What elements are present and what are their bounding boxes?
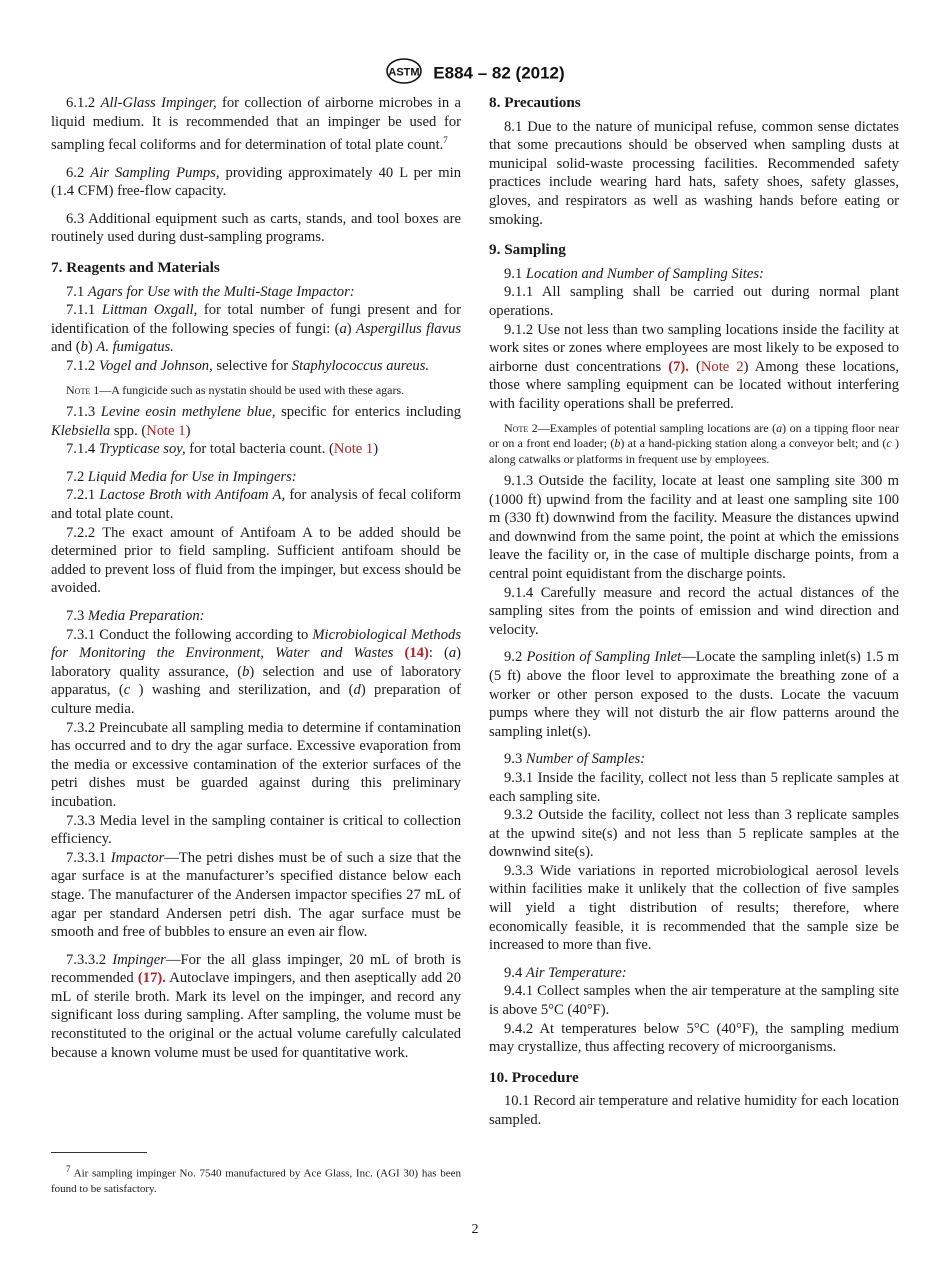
footnote-divider	[51, 1152, 147, 1153]
para-10-1: 10.1 Record air temperature and relative humidity for each location sampled.	[489, 1093, 899, 1128]
svg-text:ASTM: ASTM	[388, 66, 420, 79]
para-9-3-3: 9.3.3 Wide variations in reported microbiological aerosol levels within facilities make it unlikely that the collection of five samples will yield a tight distribution of results; therefore, where economically feasible, it is recommended that the sample size be increased to more than five.	[489, 862, 899, 954]
reference-17-link[interactable]: (17).	[137, 970, 166, 987]
para-9-4-1: 9.4.1 Collect samples when the air temperature at the sampling site is above 5°C (40°F).	[489, 983, 899, 1019]
para-6-1-2: 6.1.2 All-Glass Impinger, for collection of airborne microbes in a liquid medium. It is recommended that an impinger be used for sampling fecal coliforms and for determination of total plate count.$^7$	[51, 95, 462, 154]
reference-14-link[interactable]: (14)	[404, 645, 429, 662]
footnote-7: $^7$ Air sampling impinger No. 7540 manufactured by Ace Glass, Inc. (AGI 30) has been found to be satisfactory.	[51, 1164, 461, 1195]
note-2-link[interactable]: Note 2	[700, 358, 744, 375]
para-9-4-2: 9.4.2 At temperatures below 5°C (40°F), the sampling medium may crystallize, thus affecting recovery of microorganisms.	[489, 1020, 899, 1056]
document-designation: E884 – 82 (2012)	[433, 63, 565, 83]
para-7-1-2: 7.1.2 Vogel and Johnson, selective for Staphylococcus aureus.	[66, 357, 430, 374]
para-7-1-4: 7.1.4 Trypticase soy, for total bacteria count. (Note 1)	[66, 441, 379, 458]
section-7-heading: 7. Reagents and Materials	[51, 259, 220, 277]
para-7-1: 7.1 Agars for Use with the Multi-Stage Impactor:	[66, 283, 355, 300]
para-9-1-2: 9.1.2 Use not less than two sampling locations inside the facility at work sites or zones where employees are most likely to be exposed to airborne dust concentrations (7). (Note 2) Among these locations, those where sampling equipment can be located without interfering with facility operations shall be preferred.	[489, 321, 899, 412]
para-9-3: 9.3 Number of Samples:	[504, 751, 646, 768]
note-1: Note 1—A fungicide such as nystatin should be used with these agars.	[66, 382, 405, 397]
para-7-3-3-1: 7.3.3.1 Impactor—The petri dishes must be of such a size that the agar surface is at the manufacturer’s specified distance below each stage. The manufacturer of the Andersen impactor specifies 27 mL of agar per standard Andersen petri dish. The agar surface must be smooth and free of bubbles to ensure an even air flow.	[51, 849, 462, 941]
para-8-1: 8.1 Due to the nature of municipal refuse, common sense dictates that some precautions should be observed when sampling dusts at municipal solid-waste processing facilities. Recommended safety practices include wearing hard hats, safety shoes, safety glasses, gloves, and respirators as well as washing hands before eating or smoking.	[489, 118, 899, 228]
section-8-heading: 8. Precautions	[489, 94, 581, 111]
para-9-2: 9.2 Position of Sampling Inlet—Locate the sampling inlet(s) 1.5 m (5 ft) above the floor level to approximate the breathing zone of a worker or other person exposed to the dusts. Locate the vacuum pumps where they will not disturb the air flow patterns around the sampling inlet(s).	[489, 649, 899, 740]
astm-logo-icon	[385, 57, 423, 90]
right-column	[489, 94, 899, 1130]
para-7-3: 7.3 Media Preparation:	[66, 608, 205, 625]
note-1-link[interactable]: Note 1	[146, 422, 186, 439]
para-7-3-3-2: 7.3.3.2 Impinger—For the all glass impinger, 20 mL of broth is recommended (17). Autoclave impingers, and then aseptically add 20 mL of sterile broth. Mark its level on the impinger, and record any significant loss during sampling. After sampling, the volume must be reconstituted to the original or the actual volume carefully calculated because a known volume must be used for quantitative work.	[51, 951, 462, 1061]
para-9-3-1: 9.3.1 Inside the facility, collect not less than 5 replicate samples at each sampling site.	[489, 769, 899, 805]
left-column	[51, 94, 461, 1062]
para-9-3-2: 9.3.2 Outside the facility, collect not less than 3 replicate samples at the upwind site(s) and not less than 5 replicate samples at the downwind site(s).	[489, 807, 899, 861]
section-10-heading: 10. Procedure	[489, 1068, 579, 1086]
para-9-1-4: 9.1.4 Carefully measure and record the actual distances of the sampling sites from the points of emission and wind direction and velocity.	[489, 584, 899, 638]
para-7-2-1: 7.2.1 Lactose Broth with Antifoam A, for analysis of fecal coliform and total plate count.	[51, 487, 461, 523]
para-7-2-2: 7.2.2 The exact amount of Antifoam A to be added should be determined prior to field sampling. Sufficient antifoam should be added to prevent loss of fluid from the impinger, but excess should be avoided.	[51, 524, 461, 597]
para-7-3-3: 7.3.3 Media level in the sampling container is critical to collection efficiency.	[51, 812, 461, 848]
para-6-3: 6.3 Additional equipment such as carts, stands, and tool boxes are routinely used during dust-sampling programs.	[51, 210, 461, 246]
para-9-1: 9.1 Location and Number of Sampling Sites:	[504, 265, 764, 282]
page-number: 2	[471, 1222, 479, 1237]
para-7-3-2: 7.3.2 Preincubate all sampling media to determine if contamination has occurred and to dry the agar surface. Excessive evaporation from the media or excessive contamination of the exterior surfaces of the petri dishes must be guarded against during this preliminary incubation.	[51, 719, 461, 810]
para-6-2: 6.2 Air Sampling Pumps, providing approximately 40 L per min (1.4 CFM) free-flow capacity.	[51, 164, 461, 200]
para-9-1-1: 9.1.1 All sampling shall be carried out during normal plant operations.	[489, 284, 899, 319]
reference-7-link[interactable]: (7).	[668, 358, 689, 375]
para-7-2: 7.2 Liquid Media for Use in Impingers:	[66, 468, 297, 485]
para-9-1-3: 9.1.3 Outside the facility, locate at least one sampling site 300 m (1000 ft) upwind from the facility and at least one sampling site 100 m (330 ft) downwind from the facility. Measure the distances upwind and downwind from the same point, the point at which the emissions leave the facility or, in the case of multiple discharge points, from a central point equidistant from the discharge points.	[489, 473, 899, 582]
para-7-1-3: 7.1.3 Levine eosin methylene blue, specific for enterics including Klebsiella spp. (Note 1)	[51, 404, 461, 439]
para-7-1-1: 7.1.1 Littman Oxgall, for total number of fungi present and for identification of the following species of fungi: (a) Aspergillus flavus and (b) A. fumigatus.	[51, 302, 462, 356]
note-1-link[interactable]: Note 1	[333, 441, 374, 458]
para-9-4: 9.4 Air Temperature:	[504, 964, 627, 981]
para-7-3-1: 7.3.1 Conduct the following according to Microbiological Methods for Monitoring the Environment, Water and Wastes (14): (a) laboratory quality assurance, (b) selection and use of laboratory apparatus, (c ) washing and sterilization, and (d) preparation of culture media.	[51, 626, 462, 717]
page-header	[0, 57, 950, 90]
section-9-heading: 9. Sampling	[489, 241, 566, 259]
note-2: Note 2—Examples of potential sampling locations are (a) on a tipping floor near or on a front end loader; (b) at a hand-picking station along a conveyor belt; and (c ) along catwalks or platforms in frequent use by employees.	[489, 420, 899, 466]
